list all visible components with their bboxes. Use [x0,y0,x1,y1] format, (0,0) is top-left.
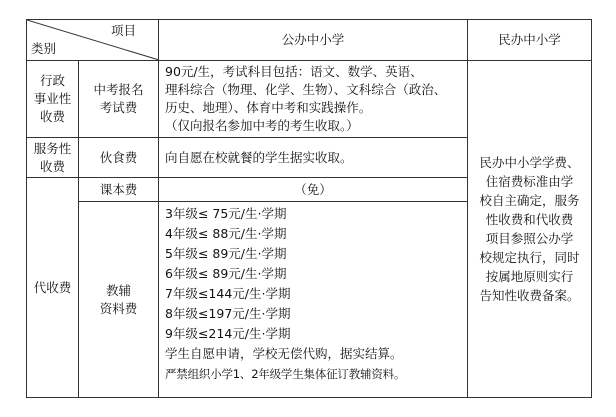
header-row [27,20,592,61]
exam-fee-item-cell: 中考报名 考试费 [79,61,159,138]
materials-fee-detail-cell [159,202,468,398]
materials-note-line: 严禁组织小学1、2年级学生集体征订教辅资料。 [165,367,406,381]
grade-fee-line: 7年级≤144元/生·学期 [165,286,291,301]
exam-fee-detail-cell: 90元/生，考试科目包括：语文、数学、英语、 理科综合（物理、化学、生物）、文科综合（政治、 历史、地理）、体育中考和实践操作。 （仅向报名参加中考的考生收取。） [159,61,468,138]
grade-fee-line: 5年级≤ 89元/生·学期 [165,246,287,261]
materials-note-line: 学生自愿申请，学校无偿代购，据实结算。 [165,346,403,361]
category-header-label: 类别 [31,41,57,56]
admin-category-cell: 行政 事业性 收费 [27,61,79,138]
grade-fee-line: 8年级≤197元/生·学期 [165,306,291,321]
service-category-cell: 服务性 收费 [27,138,79,178]
textbook-fee-item-cell: 课本费 [79,178,159,202]
fee-table [26,19,592,398]
item-header-label: 项目 [110,23,136,38]
meal-fee-detail-cell: 向自愿在校就餐的学生据实收取。 [159,138,468,178]
private-school-note-cell: 民办中小学学费、 住宿费标准由学 校自主确定，服务 性收费和代收费 项目参照公办学 校规定执行，同时 按属地原则实行 告知性收费备案。 [468,61,592,398]
public-school-header: 公办中小学 [159,20,468,61]
admin-fee-row [27,61,592,138]
private-school-header: 民办中小学 [468,20,592,61]
collect-category-cell: 代收费 [27,178,79,398]
diagonal-header-cell [27,20,159,61]
grade-fee-line: 6年级≤ 89元/生·学期 [165,266,287,281]
meal-fee-item-cell: 伙食费 [79,138,159,178]
textbook-fee-detail-cell: （免） [159,178,468,202]
materials-fee-item-cell: 教辅 资料费 [79,202,159,398]
grade-fee-line: 9年级≤214元/生·学期 [165,326,291,341]
grade-fee-line: 4年级≤ 88元/生·学期 [165,226,287,241]
grade-fee-line: 3年级≤ 75元/生·学期 [165,206,287,221]
